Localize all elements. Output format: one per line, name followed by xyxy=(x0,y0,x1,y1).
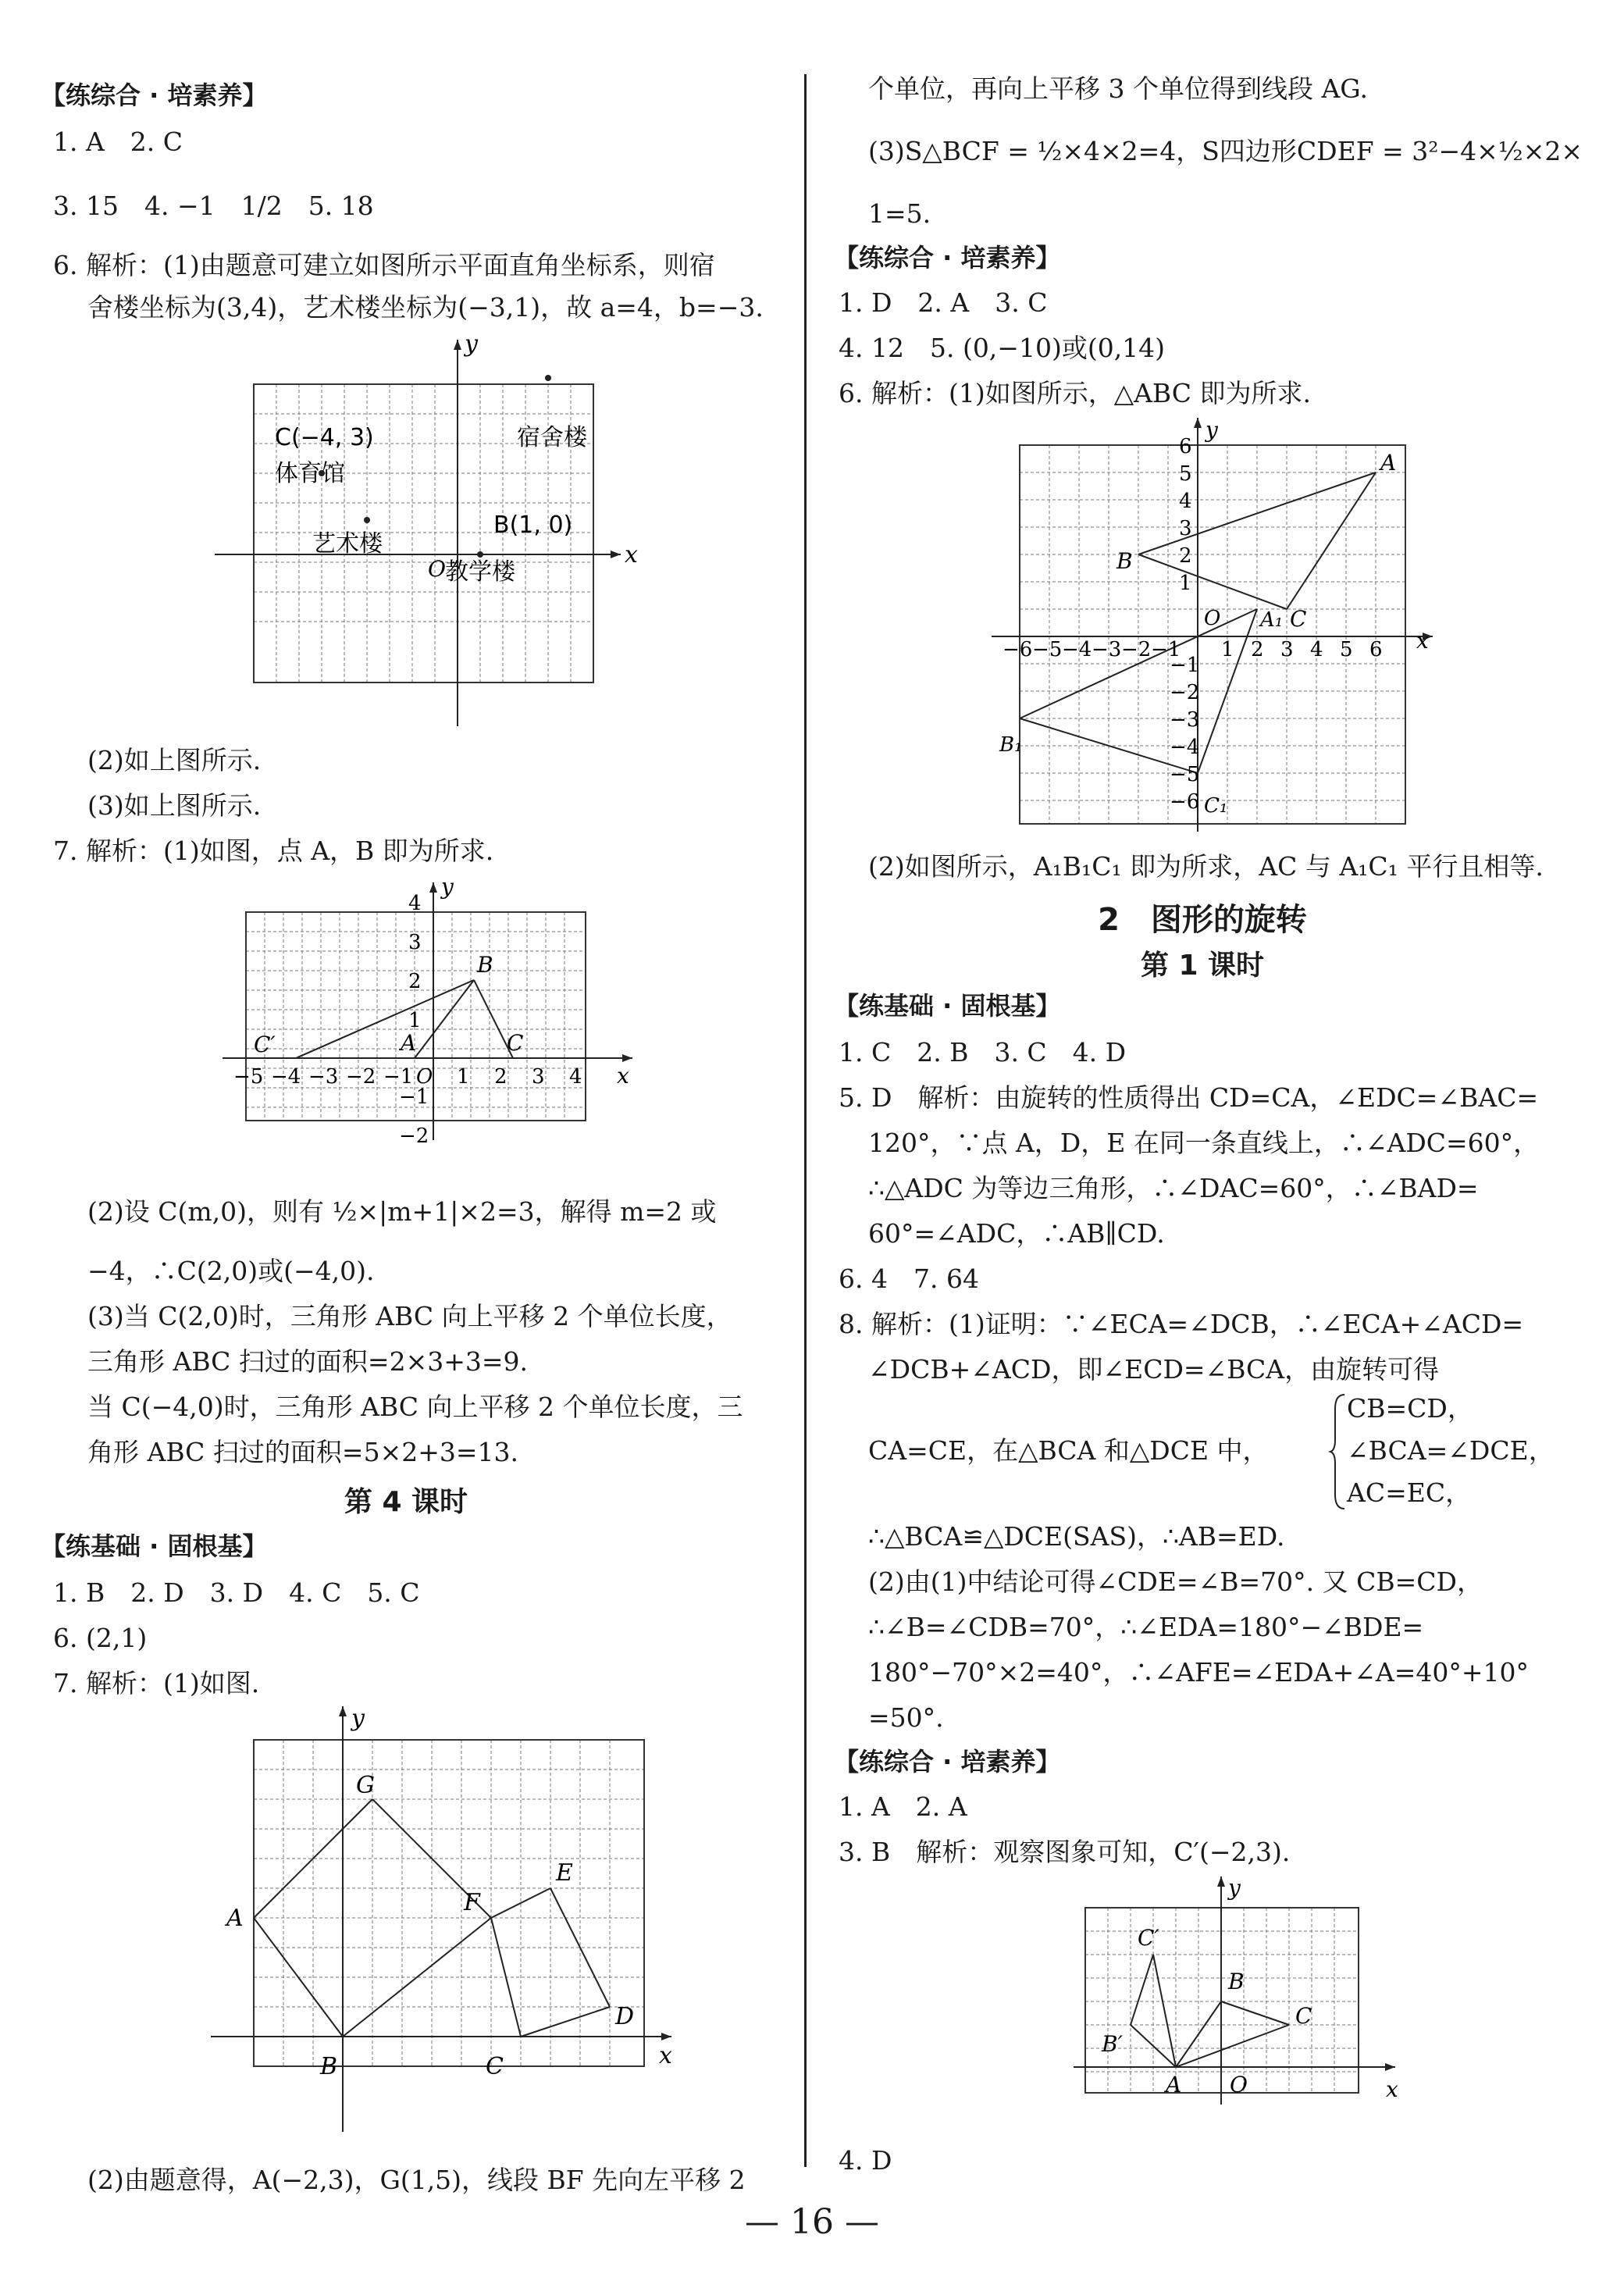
x-tick: −2 xyxy=(346,1065,376,1089)
answer-line: 1. B 2. D 3. D 4. C 5. C xyxy=(53,1577,420,1608)
answer-line: =50°. xyxy=(868,1702,944,1733)
y-tick: −2 xyxy=(399,1124,429,1148)
point-a1-label: A₁ xyxy=(1260,608,1284,632)
point-c-label: C xyxy=(1290,606,1307,632)
system-line: ∠BCA=∠DCE， xyxy=(1347,1435,1555,1466)
x-tick: −6 xyxy=(1003,638,1033,661)
answer-line: ∠DCB+∠ACD，即∠ECD=∠BCA，由旋转可得 xyxy=(868,1354,1440,1385)
campus-coordinate-figure xyxy=(211,328,638,726)
y-tick: 6 xyxy=(1179,435,1192,458)
y-tick: −4 xyxy=(1170,736,1200,759)
answer-line: 6. 4 7. 64 xyxy=(839,1263,979,1294)
section-header-comprehensive: 【练综合 · 培素养】 xyxy=(41,80,268,110)
x-tick: −5 xyxy=(1032,638,1063,661)
y-tick: 1 xyxy=(1179,572,1192,595)
art-building-label: 艺术楼 xyxy=(312,530,383,558)
x-tick: −3 xyxy=(1092,638,1122,661)
x-tick: 4 xyxy=(1310,638,1323,661)
point-c-prime-label: C′ xyxy=(254,1032,276,1057)
origin-label: O xyxy=(428,556,446,582)
triangle-abc-figure xyxy=(223,871,644,1152)
answer-line: 1. D 2. A 3. C xyxy=(839,287,1048,318)
point-c-label: C xyxy=(486,2053,504,2080)
point-e-label: E xyxy=(556,1859,573,1887)
x-tick: 2 xyxy=(1251,638,1264,661)
answer-line: 当 C(−4,0)时，三角形 ABC 向上平移 2 个单位长度，三 xyxy=(87,1392,743,1422)
point-a-label: A xyxy=(1166,2072,1182,2097)
x-tick: −2 xyxy=(1121,638,1152,661)
lesson-1-title: 第 1 课时 xyxy=(1140,950,1265,982)
y-tick: 2 xyxy=(1179,544,1192,568)
answer-line: 180°−70°×2=40°，∴∠AFE=∠EDA+∠A=40°+10° xyxy=(868,1657,1529,1688)
answer-line: 4. 12 5. (0,−10)或(0,14) xyxy=(839,333,1166,363)
y-tick: −6 xyxy=(1170,790,1200,814)
answer-line: 角形 ABC 扫过的面积=5×2+3=13. xyxy=(87,1437,518,1467)
page-number: — 16 — xyxy=(745,2202,879,2242)
x-tick: −1 xyxy=(383,1065,414,1089)
y-tick: −1 xyxy=(1170,654,1200,677)
x-axis-label: x xyxy=(625,541,638,568)
answer-line: 6. 解析：(1)如图所示，△ABC 即为所求. xyxy=(839,378,1312,408)
origin-label: O xyxy=(1204,607,1221,630)
y-axis-label: y xyxy=(441,874,454,900)
answer-line: (3)当 C(2,0)时，三角形 ABC 向上平移 2 个单位长度， xyxy=(87,1301,732,1331)
y-tick: 3 xyxy=(1179,517,1192,540)
system-line: CB=CD， xyxy=(1347,1393,1473,1424)
x-tick: −3 xyxy=(308,1065,339,1089)
point-g-label: G xyxy=(356,1772,375,1799)
point-c-label: C xyxy=(507,1030,524,1056)
gym-label: 体育馆 xyxy=(275,460,345,487)
answer-line: 三角形 ABC 扫过的面积=2×3+3=9. xyxy=(87,1346,528,1377)
y-tick: 2 xyxy=(408,970,422,993)
y-tick: 3 xyxy=(408,931,422,954)
translation-triangles-figure xyxy=(992,414,1444,836)
answer-line: 1. A 2. A xyxy=(839,1791,967,1822)
answer-line: 舍楼坐标为(3,4)，艺术楼坐标为(−3,1)，故 a=4，b=−3. xyxy=(87,292,764,323)
answer-line: 120°，∵点 A，D，E 在同一条直线上，∴∠ADC=60°， xyxy=(868,1128,1540,1158)
x-tick: 1 xyxy=(1221,638,1234,661)
point-b-prime-label: B′ xyxy=(1102,2031,1123,2057)
point-b-label: B(1, 0) xyxy=(493,511,573,539)
brace-symbol xyxy=(1329,1393,1348,1510)
answer-line: 1. A 2. C xyxy=(53,127,183,157)
point-c-label: C(−4, 3) xyxy=(275,424,374,451)
point-d-label: D xyxy=(615,2003,635,2030)
x-tick: 4 xyxy=(569,1065,582,1089)
x-axis-label: x xyxy=(659,2042,672,2069)
x-tick: 2 xyxy=(494,1065,508,1089)
x-axis-label: x xyxy=(1386,2076,1398,2102)
answer-line: 4. D xyxy=(839,2145,892,2176)
answer-line: CA=CE，在△BCA 和△DCE 中， xyxy=(868,1435,1269,1466)
answer-line: ∴△ADC 为等边三角形，∴∠DAC=60°，∴∠BAD= xyxy=(868,1173,1479,1203)
y-tick: 1 xyxy=(408,1009,422,1032)
x-tick: 6 xyxy=(1369,638,1383,661)
dorm-label: 宿舍楼 xyxy=(517,424,587,451)
x-tick: −4 xyxy=(1062,638,1092,661)
rotation-figure xyxy=(1074,1870,1417,2108)
x-tick: 3 xyxy=(1280,638,1294,661)
y-tick: 4 xyxy=(408,892,422,915)
answer-line: ∴△BCA≌△DCE(SAS)，∴AB=ED. xyxy=(868,1521,1285,1552)
answer-line: 7. 解析：(1)如图. xyxy=(53,1668,260,1698)
point-c-prime-label: C′ xyxy=(1138,1925,1159,1951)
section-header-comprehensive: 【练综合 · 培素养】 xyxy=(834,243,1061,273)
y-axis-label: y xyxy=(1228,1875,1241,1901)
section-header-basic: 【练基础 · 固根基】 xyxy=(41,1531,268,1561)
answer-line: 60°=∠ADC，∴AB∥CD. xyxy=(868,1218,1165,1249)
point-b-label: B xyxy=(1116,548,1133,574)
y-axis-label: y xyxy=(351,1705,365,1732)
point-c1-label: C₁ xyxy=(1204,794,1228,818)
answer-line: 3. B 解析：观察图象可知，C′(−2,3). xyxy=(839,1837,1291,1867)
point-a-label: A xyxy=(226,1905,244,1932)
answer-line: 6. (2,1) xyxy=(53,1623,148,1653)
y-tick: 4 xyxy=(1179,490,1192,513)
answer-line: 6. 解析：(1)由题意可建立如图所示平面直角坐标系，则宿 xyxy=(53,250,715,280)
y-axis-label: y xyxy=(465,330,478,358)
answer-line: (2)由(1)中结论可得∠CDE=∠B=70°. 又 CB=CD， xyxy=(868,1566,1483,1597)
point-b-label: B xyxy=(320,2053,338,2080)
x-tick: 3 xyxy=(532,1065,545,1089)
answer-line: 7. 解析：(1)如图，点 A，B 即为所求. xyxy=(53,836,494,866)
system-line: AC=EC， xyxy=(1347,1477,1472,1508)
point-b1-label: B₁ xyxy=(999,733,1023,757)
x-tick: −5 xyxy=(233,1065,264,1089)
origin-label: O xyxy=(416,1065,433,1089)
answer-line: 3. 15 4. −1 1/2 5. 18 xyxy=(53,191,374,221)
answer-line: (3)S△BCF = ½×4×2=4，S四边形CDEF = 3²−4×½×2× xyxy=(868,136,1583,166)
answer-line: 1=5. xyxy=(868,198,931,229)
point-b-label: B xyxy=(477,952,493,978)
answer-line: (2)如图所示，A₁B₁C₁ 即为所求，AC 与 A₁C₁ 平行且相等. xyxy=(868,851,1544,882)
point-a-label: A xyxy=(401,1030,417,1056)
x-tick: −4 xyxy=(271,1065,301,1089)
answer-line: 8. 解析：(1)证明：∵∠ECA=∠DCB，∴∠ECA+∠ACD= xyxy=(839,1309,1524,1339)
section-header-comprehensive: 【练综合 · 培素养】 xyxy=(834,1747,1061,1777)
answer-line: ∴∠B=∠CDB=70°，∴∠EDA=180°−∠BDE= xyxy=(868,1612,1424,1642)
point-b-label: B xyxy=(1228,1969,1245,1994)
y-tick: 5 xyxy=(1179,462,1192,486)
teaching-building-label: 教学楼 xyxy=(445,558,515,586)
answer-line: (2)如上图所示. xyxy=(87,745,262,775)
lesson-4-title: 第 4 课时 xyxy=(344,1486,468,1518)
answer-line: 1. C 2. B 3. C 4. D xyxy=(839,1037,1127,1067)
answer-line: 个单位，再向上平移 3 个单位得到线段 AG. xyxy=(868,73,1368,104)
answer-line: (2)设 C(m,0)，则有 ½×|m+1|×2=3，解得 m=2 或 xyxy=(87,1196,717,1227)
x-axis-label: x xyxy=(1416,628,1429,654)
origin-label: O xyxy=(1230,2072,1248,2097)
point-c-label: C xyxy=(1295,2003,1312,2029)
section-title: 2 图形的旋转 xyxy=(1098,902,1307,938)
x-tick: 1 xyxy=(457,1065,470,1089)
answer-line: (3)如上图所示. xyxy=(87,790,262,821)
y-tick: −2 xyxy=(1170,681,1200,704)
x-tick: −1 xyxy=(1151,638,1181,661)
x-tick: 5 xyxy=(1340,638,1353,661)
rectangle-agfb-figure xyxy=(211,1702,679,2140)
x-axis-label: x xyxy=(617,1063,629,1089)
point-a-label: A xyxy=(1380,450,1397,476)
answer-line: −4，∴C(2,0)或(−4,0). xyxy=(87,1256,375,1286)
y-axis-label: y xyxy=(1206,417,1218,443)
point-f-label: F xyxy=(464,1889,480,1916)
column-divider xyxy=(804,74,807,2167)
y-tick: −1 xyxy=(399,1085,429,1109)
y-tick: −3 xyxy=(1170,708,1200,732)
answer-line: 5. D 解析：由旋转的性质得出 CD=CA，∠EDC=∠BAC= xyxy=(839,1082,1539,1113)
y-tick: −5 xyxy=(1170,763,1200,786)
answer-line: (2)由题意得，A(−2,3)，G(1,5)，线段 BF 先向左平移 2 xyxy=(87,2165,746,2195)
section-header-basic: 【练基础 · 固根基】 xyxy=(834,991,1061,1021)
